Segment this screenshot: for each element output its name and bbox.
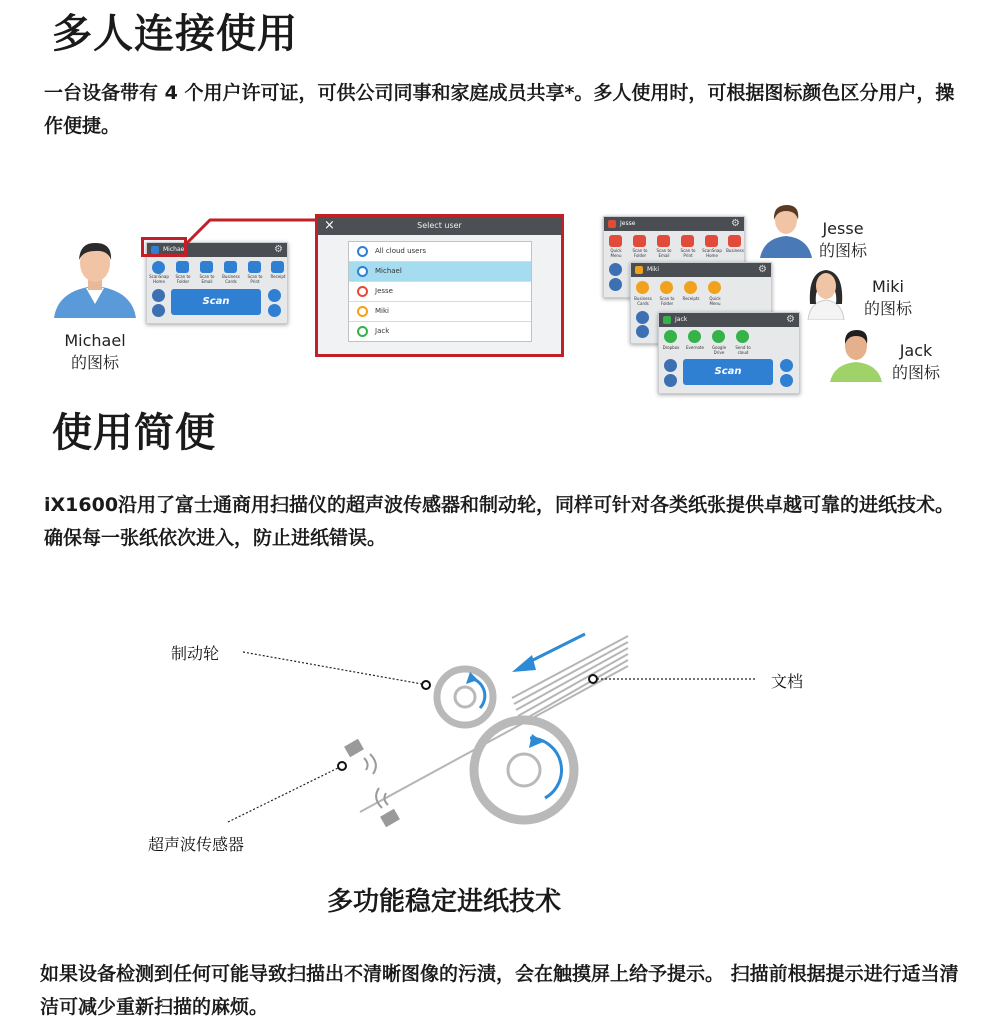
- clock-icon[interactable]: [268, 304, 281, 317]
- jesse-user-icon: [357, 286, 368, 297]
- user-highlight-frame: [141, 237, 187, 257]
- device-user-name: Jack: [675, 316, 688, 323]
- user-option-jesse[interactable]: [349, 282, 531, 302]
- jesse-icon-label: 的图标: [818, 241, 867, 260]
- wifi-icon: [636, 325, 649, 338]
- device-user-name: Michael: [163, 246, 186, 253]
- tile-label: Scan to Folder: [632, 248, 648, 258]
- close-icon[interactable]: ×: [324, 218, 335, 233]
- status-icon: [664, 359, 677, 372]
- tile-label: Evernote: [686, 345, 704, 350]
- miki-name: Miki: [872, 277, 904, 296]
- tile-label: Scan to Print: [680, 248, 696, 258]
- user-badge-icon: [635, 266, 643, 274]
- user-badge-icon: [663, 316, 671, 324]
- user-option-all[interactable]: [349, 242, 531, 262]
- scan-button[interactable]: Scan: [683, 359, 773, 385]
- receipt-icon[interactable]: [684, 281, 697, 294]
- section-paragraph-ease-of-use: iX1600沿用了富士通商用扫描仪的超声波传感器和制动轮，同样可针对各类纸张提供卓越可靠的进纸技术。 确保每一张纸依次进入，防止进纸错误。: [44, 494, 955, 549]
- miki-user-icon: [357, 306, 368, 317]
- paper-feed-diagram: [0, 600, 990, 870]
- section-paragraph-cleaning-alert: 如果设备检测到任何可能导致扫描出不清晰图像的污渍，会在触摸屏上给予提示。 扫描前根据提示进行适当清洁可减少重新扫描的麻烦。: [40, 963, 959, 1018]
- star-icon[interactable]: [705, 235, 718, 247]
- evernote-icon[interactable]: [688, 330, 701, 343]
- user-option-miki[interactable]: [349, 302, 531, 322]
- feed-arrow-icon: [525, 634, 585, 664]
- user-list: [348, 241, 532, 342]
- connector-line: [186, 214, 318, 254]
- jack-icon-label: 的图标: [891, 363, 940, 382]
- google-drive-icon[interactable]: [712, 330, 725, 343]
- user-option-michael[interactable]: [349, 262, 531, 282]
- gear-icon[interactable]: ⚙: [731, 218, 740, 229]
- receipt-icon[interactable]: [271, 261, 284, 273]
- section-title-multi-user: 多人连接使用: [52, 11, 298, 57]
- device-screen-jack: [658, 312, 800, 394]
- tile-label: ScanSnap Home: [149, 274, 169, 284]
- jack-user-icon: [357, 326, 368, 337]
- business-card-icon[interactable]: [636, 281, 649, 294]
- tile-label: Dropbox: [662, 345, 680, 350]
- device-user-name: Jesse: [620, 220, 636, 227]
- business-card-icon[interactable]: [224, 261, 237, 273]
- email-icon[interactable]: [657, 235, 670, 247]
- tile-label: Receipt: [270, 274, 286, 279]
- folder-icon[interactable]: [176, 261, 189, 273]
- device-topbar: [604, 217, 744, 231]
- jesse-caption: [812, 218, 874, 262]
- wifi-icon: [609, 278, 622, 291]
- device-topbar: [659, 313, 799, 327]
- select-user-dialog: [315, 214, 564, 357]
- menu-icon[interactable]: [609, 235, 622, 247]
- select-user-titlebar: [318, 217, 561, 235]
- label-brake-roller: 制动轮: [171, 644, 220, 663]
- user-option-jack[interactable]: [349, 322, 531, 341]
- label-ultrasonic-sensor: 超声波传感器: [148, 835, 245, 854]
- user-option-label: Jesse: [375, 287, 393, 295]
- tile-label: Receipts: [682, 296, 700, 301]
- sensor-leader-line: [228, 768, 338, 822]
- paper-icon[interactable]: [268, 289, 281, 302]
- print-icon[interactable]: [681, 235, 694, 247]
- print-icon[interactable]: [248, 261, 261, 273]
- user-option-label: Miki: [375, 307, 389, 315]
- select-user-title: Select user: [417, 221, 462, 230]
- jack-avatar-icon: [828, 326, 884, 382]
- user-option-label: Michael: [375, 267, 402, 275]
- tile-label: Scan to Print: [247, 274, 263, 284]
- tile-label: Quick Menu: [709, 296, 721, 306]
- tile-label: Business: [726, 248, 744, 253]
- miki-icon-label: 的图标: [863, 299, 912, 318]
- label-document: 文档: [771, 672, 804, 691]
- michael-name: Michael: [64, 331, 126, 350]
- section-paragraph-multi-user: 一台设备带有 4 个用户许可证，可供公司同事和家庭成员共享*。多人使用时，可根据图标颜色区分用户，操作便捷。: [44, 82, 955, 137]
- folder-icon[interactable]: [633, 235, 646, 247]
- ultrasonic-sensor-icon: [344, 739, 400, 827]
- gear-icon[interactable]: ⚙: [274, 244, 283, 255]
- tile-label: Business Cards: [634, 296, 652, 306]
- cloud-icon[interactable]: [736, 330, 749, 343]
- michael-avatar-icon: [50, 238, 140, 318]
- status-icon: [636, 311, 649, 324]
- tile-label: ScanSnap Home: [702, 248, 722, 258]
- star-icon[interactable]: [152, 261, 165, 274]
- business-card-icon[interactable]: [728, 235, 741, 247]
- tile-label: Scan to Folder: [175, 274, 191, 284]
- jesse-name: Jesse: [822, 219, 864, 238]
- user-option-label: All cloud users: [375, 247, 426, 255]
- brake-leader-line: [243, 652, 422, 684]
- tile-label: Scan to Folder: [659, 296, 675, 306]
- jack-caption: [884, 340, 948, 384]
- jack-name: Jack: [899, 341, 933, 360]
- tile-label: Google Drive: [711, 345, 727, 355]
- miki-caption: [856, 276, 920, 320]
- cloud-icon: [357, 246, 368, 257]
- menu-icon[interactable]: [708, 281, 721, 294]
- tile-label: Scan to Email: [656, 248, 672, 258]
- scan-button[interactable]: Scan: [171, 289, 261, 315]
- dropbox-icon[interactable]: [664, 330, 677, 343]
- feed-roller-icon: [474, 720, 574, 820]
- email-icon[interactable]: [200, 261, 213, 273]
- michael-caption: [52, 330, 138, 374]
- clock-icon[interactable]: [780, 374, 793, 387]
- michael-user-icon: [357, 266, 368, 277]
- diagram-caption: 多功能稳定进纸技术: [326, 887, 561, 917]
- miki-avatar-icon: [798, 264, 854, 320]
- gear-icon[interactable]: ⚙: [786, 314, 795, 325]
- user-badge-icon: [608, 220, 616, 228]
- jesse-avatar-icon: [758, 202, 814, 258]
- folder-icon[interactable]: [660, 281, 673, 294]
- multi-user-figure: [0, 190, 990, 400]
- wifi-icon: [664, 374, 677, 387]
- status-icon: [609, 263, 622, 276]
- status-icon: [152, 289, 165, 302]
- paper-icon[interactable]: [780, 359, 793, 372]
- gear-icon[interactable]: ⚙: [758, 264, 767, 275]
- device-topbar: [631, 263, 771, 277]
- tile-label: Send to cloud: [735, 345, 751, 355]
- tile-label: Quick Menu: [610, 248, 622, 258]
- wifi-icon: [152, 304, 165, 317]
- section-title-ease-of-use: 使用简便: [52, 410, 216, 456]
- paper-feed-illustration: [0, 600, 990, 870]
- device-user-name: Miki: [647, 266, 659, 273]
- user-option-label: Jack: [375, 327, 390, 335]
- tile-label: Scan to Email: [199, 274, 215, 284]
- tile-label: Business Cards: [222, 274, 240, 284]
- michael-icon-label: 的图标: [70, 353, 119, 372]
